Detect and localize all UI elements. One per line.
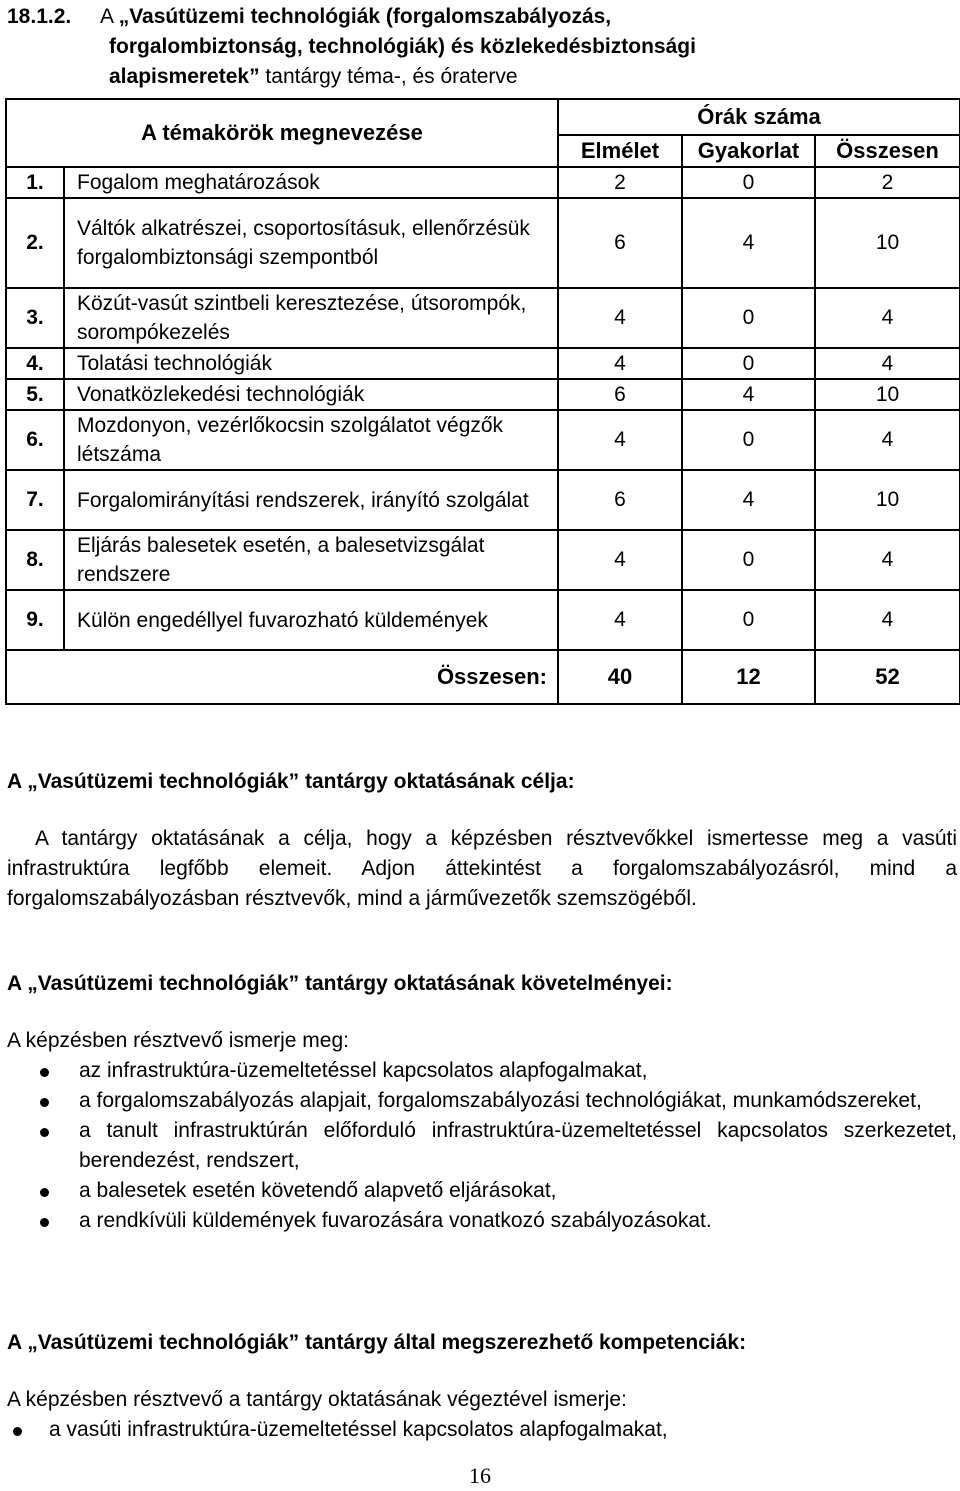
row-number: 4. — [6, 348, 64, 379]
topic-name: Forgalomirányítási rendszerek, irányító szolgálat — [64, 470, 558, 530]
table-row — [6, 470, 960, 530]
bullet-item — [7, 1086, 957, 1116]
topic-name: Vonatközlekedési technológiák — [64, 379, 558, 410]
row-number: 1. — [6, 167, 64, 198]
theory-hours: 6 — [558, 198, 682, 288]
heading-line-3-bold: alapismeretek” — [109, 65, 260, 88]
total-hours: 10 — [815, 470, 960, 530]
section-number: 18.1.2. — [7, 5, 72, 28]
table-row — [6, 288, 960, 348]
bullet-text: a vasúti infrastruktúra-üzemeltetéssel kapcsolatos alapfogalmakat, — [49, 1418, 668, 1441]
row-number: 6. — [6, 410, 64, 470]
bullet-icon — [40, 1068, 49, 1077]
theory-hours: 4 — [558, 348, 682, 379]
heading-line-3 — [7, 62, 957, 92]
practice-hours: 0 — [682, 410, 815, 470]
row-number: 7. — [6, 470, 64, 530]
bullet-item — [7, 1056, 957, 1086]
requirements-section — [7, 972, 957, 1236]
topic-name: Fogalom meghatározások — [64, 167, 558, 198]
bullet-item — [7, 1176, 957, 1206]
total-hours: 10 — [815, 198, 960, 288]
table-row — [6, 167, 960, 198]
total-practice: 12 — [682, 650, 815, 704]
heading-line-2: forgalombiztonság, technológiák) és közlekedésbiztonsági — [109, 35, 696, 58]
theory-hours: 4 — [558, 530, 682, 590]
total-hours: 4 — [815, 410, 960, 470]
practice-hours: 4 — [682, 470, 815, 530]
bullet-text: a balesetek esetén követendő alapvető eljárásokat, — [79, 1179, 557, 1202]
table-row — [6, 410, 960, 470]
competencies-section — [7, 1331, 957, 1445]
heading-prefix: A — [100, 5, 119, 28]
bullet-item — [7, 1415, 957, 1445]
total-hours: 4 — [815, 590, 960, 650]
table-row — [6, 590, 960, 650]
goal-title: A „Vasútüzemi technológiák” tantárgy oktatásának célja: — [7, 770, 575, 793]
competencies-list — [7, 1415, 957, 1445]
theory-hours: 4 — [558, 590, 682, 650]
goal-text — [7, 824, 957, 914]
topic-name: Váltók alkatrészei, csoportosításuk, ellenőrzésük forgalombiztonsági szempontból — [64, 198, 558, 288]
theory-hours: 6 — [558, 470, 682, 530]
row-number: 8. — [6, 530, 64, 590]
competencies-intro: A képzésben résztvevő a tantárgy oktatásának végeztével ismerje: — [7, 1388, 627, 1411]
requirements-list — [7, 1056, 957, 1236]
total-hours: 4 — [815, 348, 960, 379]
topic-name: Mozdonyon, vezérlőkocsin szolgálatot végzők létszáma — [64, 410, 558, 470]
row-number: 3. — [6, 288, 64, 348]
table-row — [6, 198, 960, 288]
total-hours: 2 — [815, 167, 960, 198]
total-hours: 4 — [815, 530, 960, 590]
practice-hours: 0 — [682, 167, 815, 198]
topic-name: Külön engedéllyel fuvarozható küldemények — [64, 590, 558, 650]
page-number: 16 — [469, 1463, 491, 1488]
bullet-text: a tanult infrastruktúrán előforduló infrastruktúra-üzemeltetéssel kapcsolatos szerkezetet, berendezést, rendszert, — [79, 1119, 957, 1172]
heading-line-1: „Vasútüzemi technológiák (forgalomszabályozás, — [118, 5, 612, 28]
goal-paragraph: A tantárgy oktatásának a célja, hogy a képzésben résztvevőkkel ismertesse meg a vasúti infrastruktúra legfőbb elemeit. Adjon áttekintést a forgalomszabályozásról, mind a forgalomszabályozásban résztvevők, mind a járművezetők szemszögéből. — [7, 827, 957, 910]
table-row — [6, 379, 960, 410]
hours-header: Órák száma — [558, 99, 960, 135]
topics-header: A témakörök megnevezése — [6, 99, 558, 167]
practice-hours: 0 — [682, 530, 815, 590]
theory-hours: 2 — [558, 167, 682, 198]
practice-hours: 0 — [682, 590, 815, 650]
bullet-text: az infrastruktúra-üzemeltetéssel kapcsolatos alapfogalmakat, — [79, 1059, 648, 1082]
practice-hours: 4 — [682, 379, 815, 410]
row-number: 9. — [6, 590, 64, 650]
bullet-icon — [40, 1218, 49, 1227]
bullet-icon — [40, 1188, 49, 1197]
theory-header: Elmélet — [558, 135, 682, 167]
bullet-icon — [13, 1427, 22, 1436]
practice-hours: 4 — [682, 198, 815, 288]
total-theory: 40 — [558, 650, 682, 704]
bullet-icon — [40, 1098, 49, 1107]
theory-hours: 6 — [558, 379, 682, 410]
heading-line-3-rest: tantárgy téma-, és óraterve — [259, 65, 518, 88]
table-row — [6, 348, 960, 379]
total-header: Összesen — [815, 135, 960, 167]
practice-hours: 0 — [682, 348, 815, 379]
bullet-item — [7, 1206, 957, 1236]
row-number: 5. — [6, 379, 64, 410]
competencies-title: A „Vasútüzemi technológiák” tantárgy által megszerezhető kompetenciák: — [7, 1331, 747, 1354]
requirements-title: A „Vasútüzemi technológiák” tantárgy oktatásának követelményei: — [7, 972, 673, 995]
theory-hours: 4 — [558, 410, 682, 470]
table-row — [6, 530, 960, 590]
practice-header: Gyakorlat — [682, 135, 815, 167]
requirements-intro: A képzésben résztvevő ismerje meg: — [7, 1029, 349, 1052]
theory-hours: 4 — [558, 288, 682, 348]
bullet-text: a forgalomszabályozás alapjait, forgalomszabályozási technológiákat, munkamódszereket, — [79, 1089, 922, 1112]
row-number: 2. — [6, 198, 64, 288]
practice-hours: 0 — [682, 288, 815, 348]
total-label: Összesen: — [6, 650, 558, 704]
hours-table — [5, 98, 960, 705]
topic-name: Tolatási technológiák — [64, 348, 558, 379]
bullet-item — [7, 1116, 957, 1176]
total-hours: 4 — [815, 288, 960, 348]
topic-name: Közút-vasút szintbeli keresztezése, útsorompók, sorompókezelés — [64, 288, 558, 348]
topic-name: Eljárás balesetek esetén, a balesetvizsgálat rendszere — [64, 530, 558, 590]
bullet-icon — [40, 1128, 49, 1137]
total-hours: 10 — [815, 379, 960, 410]
total-sum: 52 — [815, 650, 960, 704]
section-heading — [7, 2, 957, 92]
bullet-text: a rendkívüli küldemények fuvarozására vonatkozó szabályozásokat. — [79, 1209, 712, 1232]
goal-section — [7, 770, 957, 914]
